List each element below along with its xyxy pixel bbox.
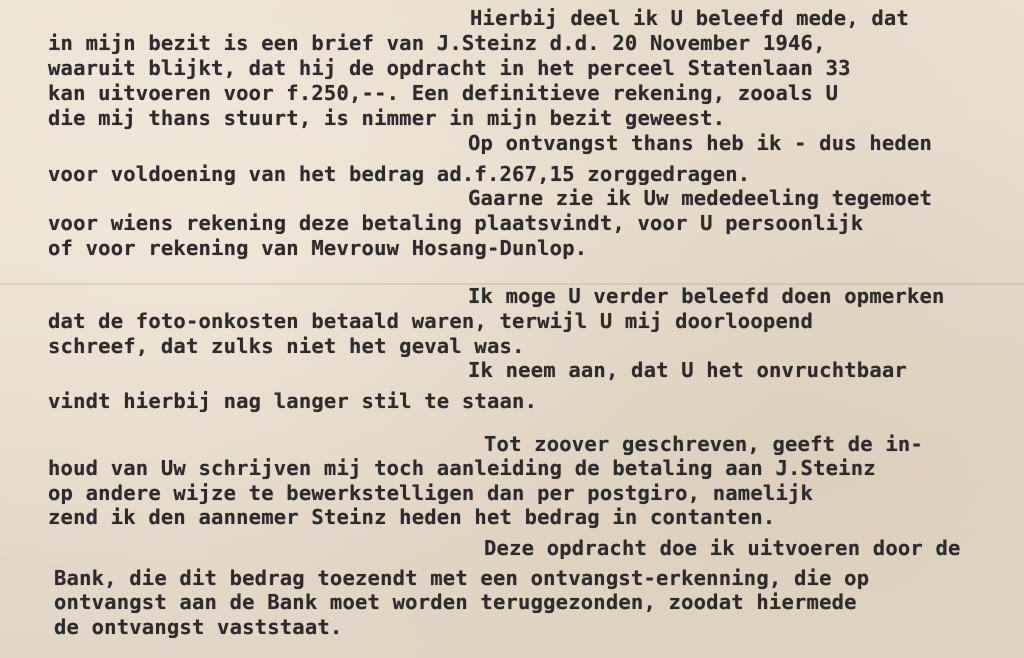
letter-line: schreef, dat zulks niet het geval was. [48,334,525,358]
letter-line: dat de foto-onkosten betaald waren, terwijl U mij doorloopend [48,309,814,333]
letter-line: kan uitvoeren voor f.250,--. Een definitieve rekening, zooals U [48,81,839,105]
letter-line: houd van Uw schrijven mij toch aanleiding de betaling aan J.Steinz [48,456,876,480]
letter-line: Gaarne zie ik Uw mededeeling tegemoet [468,186,933,210]
letter-line: of voor rekening van Mevrouw Hosang-Dunlop. [48,236,588,260]
letter-line: op andere wijze te bewerkstelligen dan per postgiro, namelijk [48,481,814,505]
letter-line: Tot zoover geschreven, geeft de in- [484,432,923,456]
letter-line: voor wiens rekening deze betaling plaatsvindt, voor U persoonlijk [48,211,864,235]
letter-line: Ik neem aan, dat U het onvruchtbaar [468,358,907,382]
letter-line: ontvangst aan de Bank moet worden teruggezonden, zoodat hiermede [54,590,857,614]
letter-line: zend ik den aannemer Steinz heden het bedrag in contanten. [48,505,776,529]
letter-line: Ik moge U verder beleefd doen opmerken [468,284,945,308]
letter-line: die mij thans stuurt, is nimmer in mijn bezit geweest. [48,106,726,130]
letter-line: vindt hierbij nag langer stil te staan. [48,389,538,413]
letter-line: Bank, die dit bedrag toezendt met een ontvangst-erkenning, die op [54,566,870,590]
letter-line: Op ontvangst thans heb ik - dus heden [468,131,933,155]
letter-line: voor voldoening van het bedrag ad.f.267,15 zorggedragen. [48,162,751,186]
letter-line: Deze opdracht doe ik uitvoeren door de [484,536,961,560]
letter-line: de ontvangst vaststaat. [54,615,343,639]
letter-line: Hierbij deel ik U beleefd mede, dat [470,6,909,30]
letter-line: in mijn bezit is een brief van J.Steinz d.d. 20 November 1946, [48,31,826,55]
letter-line: waaruit blijkt, dat hij de opdracht in het perceel Statenlaan 33 [48,56,851,80]
